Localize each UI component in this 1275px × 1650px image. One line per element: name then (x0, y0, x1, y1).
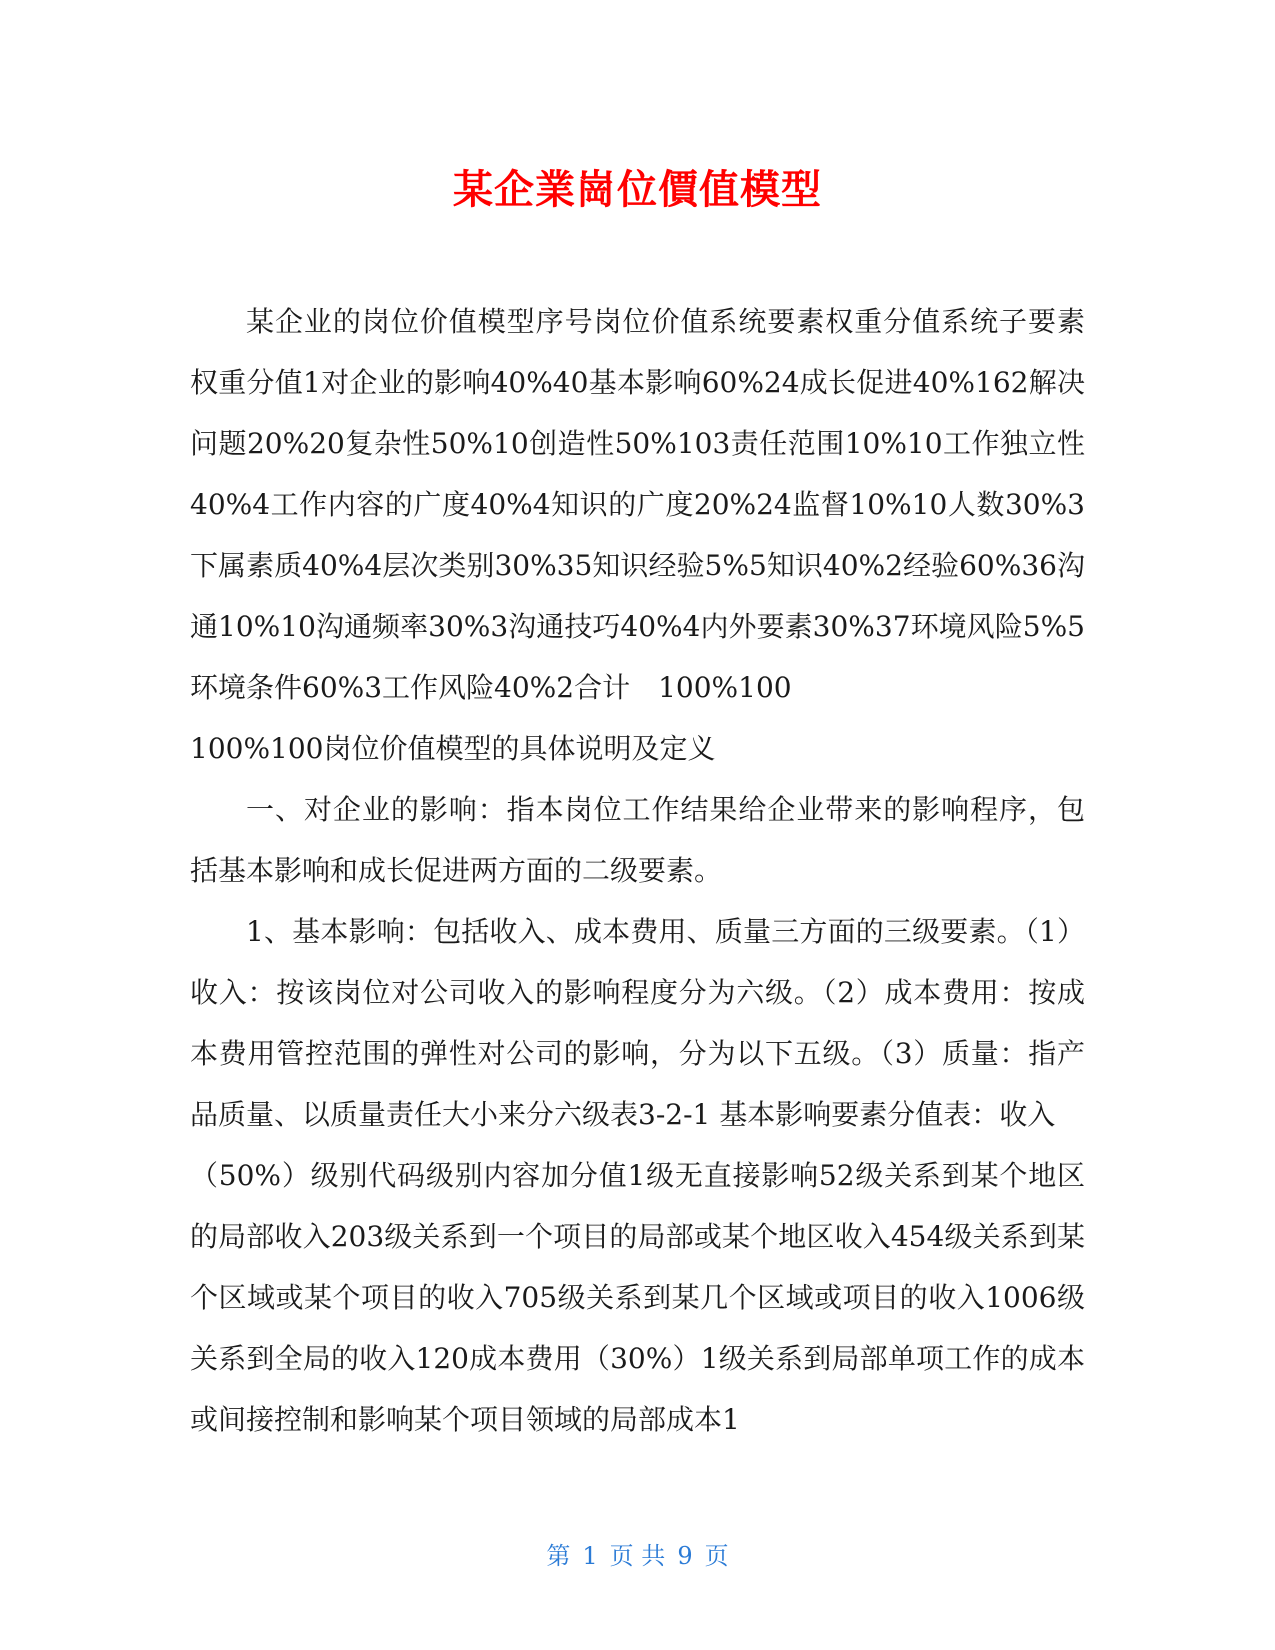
footer-suffix: 页 (704, 1542, 729, 1570)
document-title: 某企業崗位價值模型 (453, 167, 822, 213)
paragraph-1: 某企业的岗位价值模型序号岗位价值系统要素权重分值系统子要素权重分值1对企业的影响40%40基本影响60%24成长促进40%162解决问题20%20复杂性50%10创造性50%103责任范围10%10工作独立性40%4工作内容的广度40%4知识的广度20%24监督10%10人数30%3下属素质40%4层次类别30%35知识经验5%5知识40%2经验60%36沟通10%10沟通频率30%3沟通技巧40%4内外要素30%37环境风险5%5环境条件60%3工作风险40%2合计 100%100 (190, 305, 1085, 704)
paragraph-5: （50%）级别代码级别内容加分值1级无直接影响52级关系到某个地区的局部收入203级关系到一个项目的局部或某个地区收入454级关系到某个区域或某个项目的收入705级关系到某几个区域或项目的收入1006级关系到全局的收入120成本费用（30%）1级关系到局部单项工作的成本或间接控制和影响某个项目领域的局部成本1 (190, 1159, 1085, 1436)
page-footer (0, 1538, 1275, 1574)
paragraph-2: 100%100岗位价值模型的具体说明及定义 (190, 732, 716, 765)
document-body (190, 291, 1085, 1450)
footer-total-pages: 9 (677, 1542, 693, 1570)
footer-middle: 页 共 (609, 1542, 666, 1570)
footer-prefix: 第 (546, 1542, 571, 1570)
paragraph-4: 1、基本影响：包括收入、成本费用、质量三方面的三级要素。（1）收入：按该岗位对公司收入的影响程度分为六级。（2）成本费用：按成本费用管控范围的弹性对公司的影响，分为以下五级。（3）质量：指产品质量、以质量责任大小来分六级表3-2-1 基本影响要素分值表：收入 (190, 915, 1085, 1131)
paragraph-3: 一、对企业的影响：指本岗位工作结果给企业带来的影响程序，包括基本影响和成长促进两方面的二级要素。 (190, 793, 1085, 887)
footer-page-number: 1 (582, 1542, 598, 1570)
